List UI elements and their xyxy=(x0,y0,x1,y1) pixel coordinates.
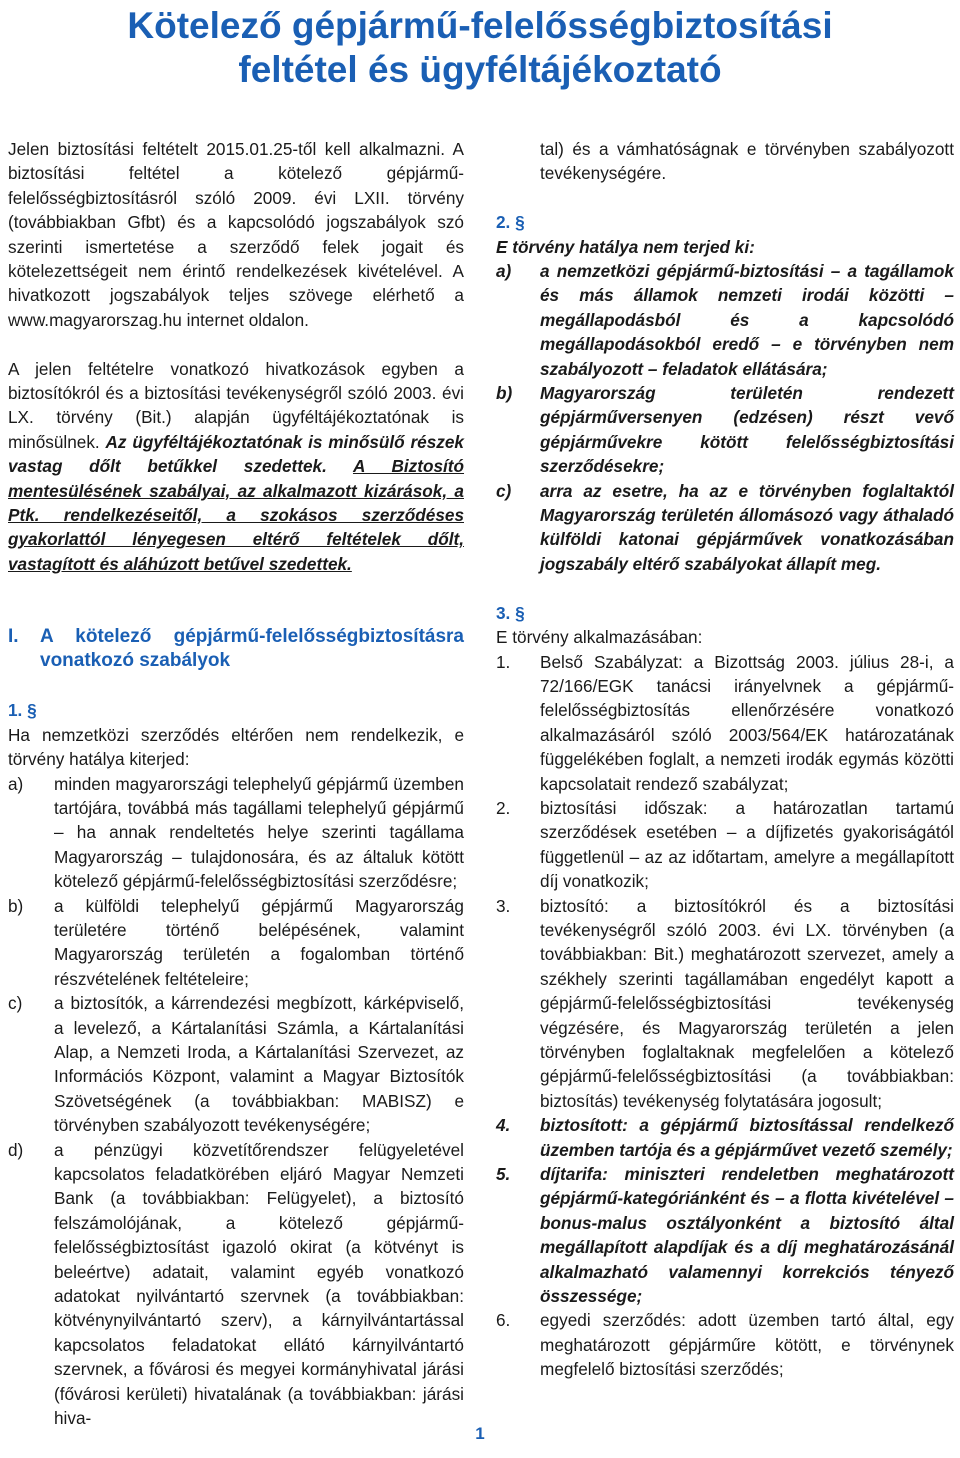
list-item-text: a külföldi telephelyű gépjármű Magyarország területére történő belépésének, valamint Magyarország területén a fogalomban történő részvételének feltételeire; xyxy=(54,895,464,989)
list-item-label: c) xyxy=(8,993,23,1014)
section-title-I xyxy=(8,625,464,674)
title-line-1: Kötelező gépjármű-felelősségbiztosítási xyxy=(127,5,833,46)
definition-item xyxy=(496,1113,954,1162)
definition-text: egyedi szerződés: adott üzemben tartó által, egy meghatározott gépjárműre kötött, e törvénynek megfelelő biztosítási szerződés; xyxy=(540,1310,954,1380)
intro-paragraph-2 xyxy=(8,357,464,577)
list-item xyxy=(8,1138,464,1431)
list-item-label: d) xyxy=(8,1139,24,1160)
list-item-text: a nemzetközi gépjármű-biztosítási – a tagállamok és más államok nemzeti irodái közötti – megállapodásból és a kapcsolódó megállapodásokból eredő – e törvényben nem szabályozott – feladatok ellátására; xyxy=(540,261,954,379)
section-number: I. xyxy=(8,626,19,648)
definition-item xyxy=(496,1308,954,1381)
section-title-text: A kötelező gépjármű-felelősségbiztosításra vonatkozó szabályok xyxy=(40,626,464,672)
intro-paragraph-2-underlined: A Biztosító mentesülésének szabályai, az alkalmazott kizárások, a Ptk. rendelkezéseitől, a szokásos szerződéses gyakorlattól lényegesen eltérő feltételek dőlt, vastagított és aláhúzott betűvel szedettek. xyxy=(8,456,465,574)
list-item xyxy=(496,479,954,577)
definition-number: 1. xyxy=(496,651,511,672)
list-item-text: arra az esetre, ha az e törvényben foglaltaktól Magyarország területén állomásozó vagy áthaladó külföldi katonai gépjárművek vonatkozásában jogszabály eltérő szabályokat állapít meg. xyxy=(540,480,954,574)
intro-paragraph-2-bold: Az ügyféltájékoztatónak is minősülő részek vastag dőlt betűkkel szedettek. xyxy=(8,431,464,477)
list-item-label: c) xyxy=(496,480,512,501)
definition-number: 3. xyxy=(496,895,511,916)
page-number: 1 xyxy=(475,1424,485,1443)
paragraph-1-list xyxy=(8,772,464,1431)
definition-number: 5. xyxy=(496,1164,511,1185)
definition-text: biztosító: a biztosítókról és a biztosítási tevékenységről szóló 2003. évi LX. törvényben (a továbbiakban: Bit.) meghatározott szervezet, amely a székhely szerinti tagállamában engedélyt kapott a gépjármű-felelősségbiztosítási tevékenység végzésére, és Magyarország területén a jelen törvényben foglaltaknak megfelelően a kötelező gépjármű-felelősségbiztosítási (a továbbiakban: biztosítás) tevékenység folytatására jogosult; xyxy=(540,895,954,1111)
paragraph-2-intro: E törvény hatálya nem terjed ki: xyxy=(496,236,755,257)
definition-text: biztosítási időszak: a határozatlan tartamú szerződések esetében – a díjfizetés gyakoriságától függetlenül – az az időtartam, amelyre a megállapított díj vonatkozik; xyxy=(540,797,954,892)
paragraph-1-heading: 1. § xyxy=(8,700,37,721)
definition-number: 2. xyxy=(496,797,511,818)
definition-item xyxy=(496,894,954,1114)
paragraph-3-list xyxy=(496,650,954,1382)
definition-text: díjtarifa: miniszteri rendeletben meghatározott gépjármű-kategóriánként és – a flotta kivételével – bonus-malus osztályonként a biztosító által megállapított alapdíjak és a díj meghatározásánál alkalmazható valamennyi korrekciós tényező összessége; xyxy=(540,1164,954,1307)
left-column xyxy=(8,137,464,1430)
paragraph-1-intro: Ha nemzetközi szerződés eltérően nem rendelkezik, e törvény hatálya kiterjed: xyxy=(8,724,464,770)
paragraph-3-intro: E törvény alkalmazásában: xyxy=(496,627,703,648)
list-item xyxy=(8,772,464,894)
definition-item xyxy=(496,796,954,894)
list-item-label: a) xyxy=(496,261,512,282)
paragraph-2-heading: 2. § xyxy=(496,212,525,233)
definition-text: Belső Szabályzat: a Bizottság 2003. július 28-i, a 72/166/EGK tanácsi irányelvnek a gépjármű-felelősségbiztosítás ellenőrzésére vonatkozó alkalmazásáról szóló 2003/564/EK határozatának függelékében foglalt, a nemzeti irodák egymás közötti kapcsolatait rendező szabályzat; xyxy=(540,651,954,794)
list-item xyxy=(496,381,954,479)
title-line-2: feltétel és ügyféltájékoztató xyxy=(238,49,722,90)
list-item xyxy=(8,894,464,992)
list-item-text: minden magyarországi telephelyű gépjármű üzemben tartójára, továbbá más tagállami telephelyű gépjármű – ha annak rendeltetés helye szerinti tagállama Magyarország – tulajdonosára, és az általuk kötött kötelező gépjármű-felelősségbiztosítási szerződésre; xyxy=(54,773,464,892)
list-item-text: a pénzügyi közvetítőrendszer felügyeletével kapcsolatos feladatkörében eljáró Magyar Nemzeti Bank (a továbbiakban: Felügyelet), a biztosító felszámolójának, a kötelező gépjármű-felelősségbiztosítást igazoló okirat (a kötvényt is beleértve) adatait, valamint egyéb vonatkozó adatokat nyilvántartó szervnek (a továbbiakban: kötvénynyilvántartó szerv), a kárnyilvántartással kapcsolatos feladatokat ellátó kárnyilvántartó szervnek, a fővárosi és megyei kormányhivatal járási (fővárosi kerületi) hivatalának (a továbbiakban: járási hiva- xyxy=(54,1139,464,1429)
document-title xyxy=(0,4,960,92)
definition-number: 4. xyxy=(496,1115,511,1136)
paragraph-2-list xyxy=(496,259,954,576)
intro-paragraph-1: Jelen biztosítási feltételt 2015.01.25-től kell alkalmazni. A biztosítási feltétel a kötelező gépjármű-felelősségbiztosításról szóló 2009. évi LXII. törvény (továbbiakban Gfbt) és a kapcsolódó jogszabályok szó szerinti ismertetése a szerződő felek jogait és kötelezettségeit nem érintő rendelkezések kivételével. A hivatkozott jogszabályok teljes szövege elérhető a www.magyarorszag.hu internet oldalon. xyxy=(8,139,464,330)
list-item-text: a biztosítók, a kárrendezési megbízott, kárképviselő, a levelező, a Kártalanítási Számla, a Kártalanítási Alap, a Nemzeti Iroda, a Kártalanítási Szervezet, az Információs Központ, valamint a Magyar Biztosítók Szövetségének (a továbbiakban: MABISZ) e törvényben szabályozott tevékenységére; xyxy=(54,993,464,1136)
list-item-text: Magyarország területén rendezett gépjárműversenyen (edzésen) részt vevő gépjárművekre kötött felelősségbiztosítási szerződésekre; xyxy=(540,383,954,477)
list-item-label: b) xyxy=(496,383,513,404)
definition-text: biztosított: a gépjármű biztosítással rendelkező üzemben tartója és a gépjárművet vezető személy; xyxy=(540,1115,954,1160)
right-column xyxy=(496,137,954,1382)
intro-paragraph-2-text: A jelen feltételre vonatkozó hivatkozások egyben a biztosítókról és a biztosítási tevékenységről szóló 2003. évi LX. törvény (Bit.) alapján ügyféltájékoztatónak is minősülnek. xyxy=(8,358,464,452)
definition-item xyxy=(496,1162,954,1308)
paragraph-3-heading: 3. § xyxy=(496,602,525,623)
list-item xyxy=(496,259,954,381)
list-item-label: b) xyxy=(8,895,24,916)
definition-item xyxy=(496,650,954,796)
continuation-text: tal) és a vámhatóságnak e törvényben szabályozott tevékenységére. xyxy=(540,139,954,184)
list-item xyxy=(8,991,464,1137)
definition-number: 6. xyxy=(496,1310,511,1331)
list-item-label: a) xyxy=(8,773,24,794)
